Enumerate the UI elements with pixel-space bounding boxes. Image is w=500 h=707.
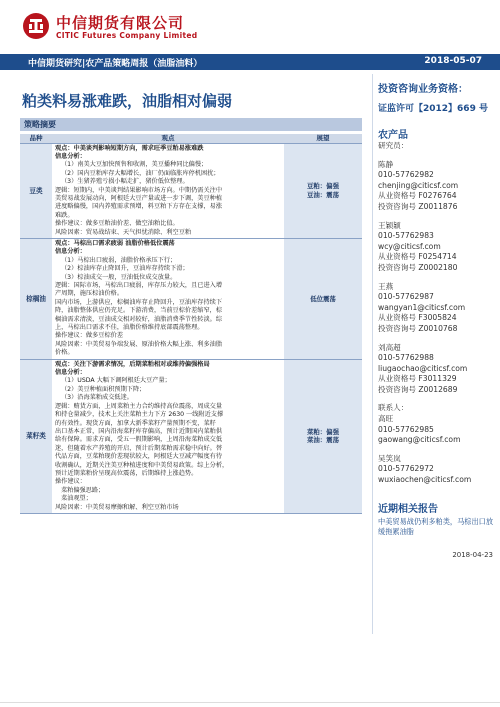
liaison-list bbox=[378, 414, 493, 486]
license-title: 投资咨询业务资格： bbox=[378, 84, 468, 95]
view-line: 代品方面，豆菜粕现价差现状较大，阿根廷大豆减产幅度有待 bbox=[55, 453, 223, 461]
view-line: 收割确认，近期关注美豆种植进度和中美贸易政策。综上分析， bbox=[55, 461, 229, 469]
row-view bbox=[52, 238, 284, 359]
citic-logo-icon bbox=[22, 12, 50, 40]
header-category: 品种 bbox=[20, 134, 52, 143]
contact-license1: 从业资格号 F0276764 bbox=[378, 191, 457, 201]
view-line: 操作建议：做多豆粕油价差、做空油粕比值。 bbox=[55, 220, 179, 228]
table-row bbox=[20, 143, 362, 238]
outlook-item: 低位震荡 bbox=[310, 294, 336, 303]
table-row bbox=[20, 238, 362, 359]
contact-email[interactable]: liugaochao@citicsf.com bbox=[378, 363, 468, 373]
view-line: 信息分析： bbox=[55, 248, 86, 256]
view-line: 操作建议： bbox=[55, 478, 86, 486]
contact-card bbox=[378, 160, 493, 213]
report-banner bbox=[0, 54, 500, 70]
contact-license1: 从业资格号 F3005824 bbox=[378, 313, 457, 323]
view-line: 迷，但随着水产养殖的开启，预计后期菜粕需求稳中向好。替 bbox=[55, 444, 223, 452]
view-line: 逻辑：贿货方面，上周菜粕主力合约维持高位震荡，周成交量 bbox=[55, 402, 223, 410]
view-line: 逻辑：短期内，中美谈判结果影响市场方向。中期仍需关注中 bbox=[55, 186, 223, 194]
view-line: 美贸易战发展动向，阿根廷大豆产量或进一步下调，美豆种植 bbox=[55, 194, 223, 202]
view-line: 观点：马棕出口需求疲弱 油脂价格低位震荡 bbox=[55, 239, 175, 247]
row-outlook bbox=[284, 359, 362, 513]
view-line: 上，马棕出口需求不佳，油脂价格维持底部震荡整理。 bbox=[55, 324, 204, 332]
view-line: 菜粕偏强思路； bbox=[61, 486, 105, 494]
contact-card bbox=[378, 343, 493, 396]
view-line: （3）生猪养殖亏损小幅走扩，猪价低位整理。 bbox=[61, 178, 189, 186]
table-row bbox=[20, 359, 362, 513]
company-name-cn: 中信期货有限公司 bbox=[56, 14, 185, 32]
view-line: 信息分析： bbox=[55, 152, 86, 160]
row-category: 菜籽类 bbox=[20, 359, 52, 513]
view-line: 信息分析： bbox=[55, 369, 86, 377]
contact-list bbox=[378, 160, 493, 396]
view-line: （1）马棕出口疲弱，油脂价格承压下行； bbox=[61, 256, 177, 264]
view-line: 进度略偏慢，国内养殖需求预增，料豆粕下方存在支撑，易涨 bbox=[55, 203, 223, 211]
related-report-date: 2018-04-23 bbox=[452, 550, 493, 559]
report-title: 粕类料易涨难跌，油脂相对偏弱 bbox=[22, 92, 233, 110]
view-line: 产周期，施压棕油价格。 bbox=[55, 290, 124, 298]
liaison-email[interactable]: gaowang@citicsf.com bbox=[378, 435, 461, 445]
liaison-phone: 010-57762985 bbox=[378, 424, 434, 434]
view-line: （3）沿海菜粕成交低迷。 bbox=[61, 394, 133, 402]
view-line: （2）棕油库存止降回升，豆油库存持续下滑； bbox=[61, 265, 189, 273]
liaison-phone: 010-57762972 bbox=[378, 464, 434, 474]
liaison-email[interactable]: wuxiaochen@citicsf.com bbox=[378, 475, 472, 485]
header-view: 观点 bbox=[52, 134, 284, 143]
contact-license1: 从业资格号 F3011329 bbox=[378, 374, 457, 384]
license-number: 证监许可【2012】669 号 bbox=[378, 104, 488, 114]
liaison-name: 吴笑岚 bbox=[378, 453, 401, 463]
row-outlook bbox=[284, 143, 362, 238]
row-view bbox=[52, 143, 284, 238]
summary-label: 策略摘要 bbox=[24, 120, 56, 129]
header-outlook: 展望 bbox=[284, 134, 362, 143]
view-line: 逻辑：国际市场，马棕出口疲弱，库存压力较大，且已进入增 bbox=[55, 282, 223, 289]
contact-phone: 010-57762988 bbox=[378, 353, 434, 363]
view-line: 菜油观望； bbox=[61, 495, 92, 503]
summary-heading bbox=[20, 118, 362, 131]
contact-name: 刘高超 bbox=[378, 342, 401, 352]
bottom-rule bbox=[0, 702, 500, 703]
view-line: 风险因素：贸易战结束、天气担忧消除、利空豆粕 bbox=[55, 228, 192, 236]
liaison-heading: 联系人： bbox=[378, 403, 409, 413]
outlook-item: 菜油：震荡 bbox=[307, 436, 339, 445]
view-line: 风险因素：中美贸易摩擦和解、利空豆粕市场 bbox=[55, 503, 179, 511]
banner-title: 中信期货研究|农产品策略周报（油脂油料） bbox=[28, 59, 203, 69]
row-category: 棕榈油 bbox=[20, 238, 52, 359]
outlook-item: 豆油：震荡 bbox=[307, 190, 339, 199]
view-line: 降，油脂整体供应仍充足。下游消费，当前豆棕价差缩窄，棕 bbox=[55, 307, 223, 315]
row-category: 豆类 bbox=[20, 143, 52, 238]
contact-license2: 投资咨询号 Z0010768 bbox=[378, 323, 458, 333]
view-line: 观点：关注下游需求情况，后期菜粕相对或维持偏强格局 bbox=[55, 360, 210, 368]
contact-card bbox=[378, 282, 493, 335]
outlook-item: 豆粕：偏强 bbox=[307, 182, 339, 191]
view-line: 预计近期菜粕价呈现高位震荡，后期维持上涨趋势。 bbox=[55, 469, 198, 477]
view-line: 观点：中美谈判影响短期方向，需求旺季豆粕易涨难跌 bbox=[55, 144, 204, 152]
related-report-link[interactable]: 中美贸易战仍利多粕类，马棕出口放缓拖累油脂 bbox=[378, 516, 494, 536]
view-line: （2）美豆种植面积预期下降； bbox=[61, 385, 146, 393]
banner-date: 2018-05-07 bbox=[424, 56, 482, 66]
contact-name: 陈静 bbox=[378, 159, 394, 169]
view-line: 操作建议：做多豆棕价差 bbox=[55, 332, 124, 340]
contact-name: 王燕 bbox=[378, 281, 394, 291]
outlook-item: 菜粕：偏强 bbox=[307, 427, 339, 436]
contact-phone: 010-57762987 bbox=[378, 292, 434, 302]
view-line: 和持仓量减少，技术上关注菜粕主力下方 2630 一线附近支撑 bbox=[55, 411, 224, 419]
view-line: 难跌。 bbox=[55, 211, 74, 219]
view-line: 给有保障。需求方面，受五一假期影响，上周沿海菜粕成交低 bbox=[55, 436, 223, 444]
contact-license1: 从业资格号 F0254714 bbox=[378, 252, 457, 262]
view-line: （1）南美大豆加快预售和收割，美豆播种同比偏慢； bbox=[61, 161, 208, 169]
contact-phone: 010-57762983 bbox=[378, 231, 434, 241]
view-line: 榈油需求清淡，豆油成交相对较好，油脂消费季节性转淡。综 bbox=[55, 315, 223, 323]
contact-name: 王颖颖 bbox=[378, 220, 401, 230]
contact-email[interactable]: wangyan1@citicsf.com bbox=[378, 302, 466, 312]
view-line: （2）国内豆粕库存大幅增长，油厂仍面临胀库停机困扰； bbox=[61, 169, 220, 177]
company-name-en: CITIC Futures Company Limited bbox=[56, 31, 198, 40]
team-heading: 农产品 bbox=[378, 130, 408, 141]
contact-license2: 投资咨询号 Z0002180 bbox=[378, 262, 458, 272]
liaison-card bbox=[378, 454, 493, 486]
row-view bbox=[52, 359, 284, 513]
view-line: 国内市场，上游供应，棕榈油库存止降回升，豆油库存持续下 bbox=[55, 298, 223, 306]
view-line: 的有效性。现货方面，加拿大新季菜籽产量预期不变，菜籽 bbox=[55, 419, 216, 427]
column-divider bbox=[372, 74, 373, 634]
view-line: 出口基本正常，国内沿海菜籽库存偏高，预计近期国内菜粕供 bbox=[55, 427, 223, 435]
contact-email[interactable]: chenjing@citicsf.com bbox=[378, 180, 459, 190]
view-line: 风险因素：中美贸易争端发展、原油价格大幅上涨、利多油脂 bbox=[55, 340, 223, 348]
contact-license2: 投资咨询号 Z0011876 bbox=[378, 201, 458, 211]
liaison-name: 高旺 bbox=[378, 414, 394, 424]
related-heading: 近期相关报告 bbox=[378, 503, 438, 515]
view-line: （3）棕油成交一般，豆油低位成交放量。 bbox=[61, 273, 177, 281]
strategy-table bbox=[20, 134, 362, 514]
liaison-card bbox=[378, 414, 493, 446]
row-outlook bbox=[284, 238, 362, 359]
table-header-row bbox=[20, 134, 362, 143]
view-line: 价格。 bbox=[55, 349, 74, 357]
contact-phone: 010-57762982 bbox=[378, 170, 434, 180]
contact-email[interactable]: wcy@citicsf.com bbox=[378, 241, 441, 251]
team-subheading: 研究员： bbox=[378, 141, 409, 150]
report-header bbox=[0, 0, 500, 48]
contact-license2: 投资咨询号 Z0012689 bbox=[378, 384, 458, 394]
contact-card bbox=[378, 221, 493, 274]
sidebar bbox=[378, 80, 493, 559]
view-line: （1）USDA 大幅下调阿根廷大豆产量； bbox=[61, 377, 171, 385]
